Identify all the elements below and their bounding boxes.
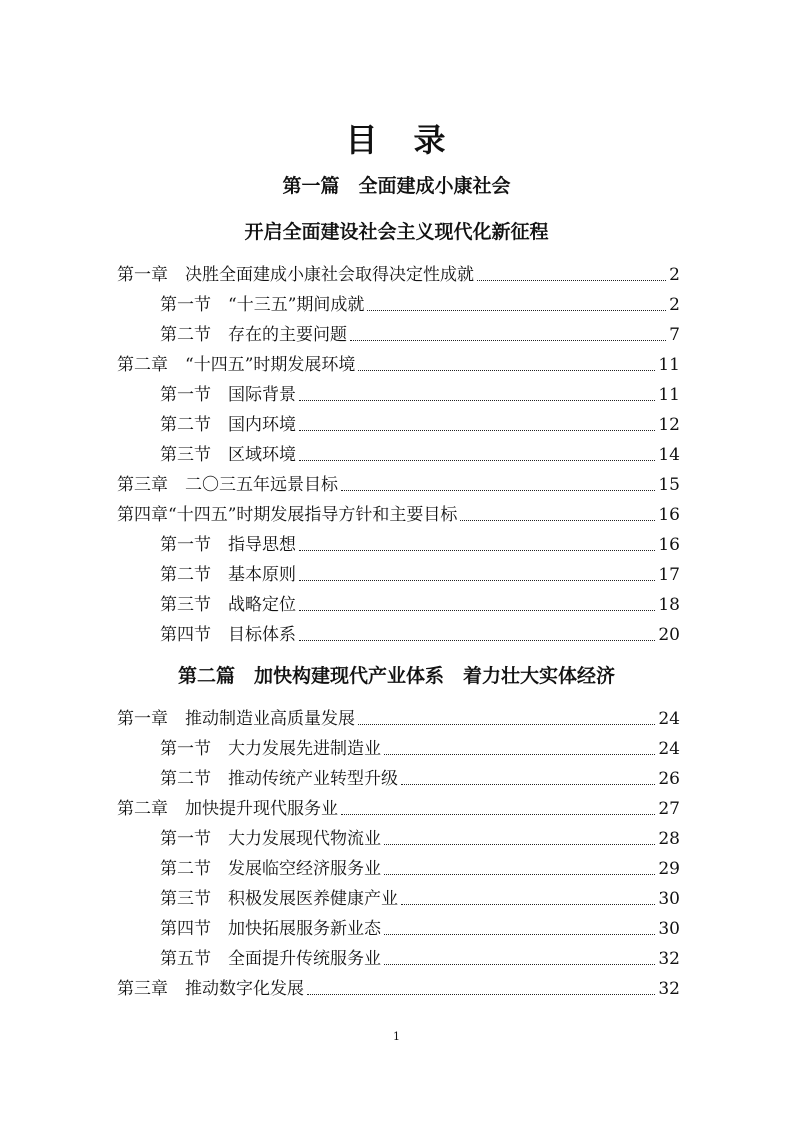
toc-entry-section[interactable]: [0, 910, 793, 940]
toc-entry-section[interactable]: [0, 286, 793, 316]
dot-leader: [299, 549, 655, 551]
toc-entry-chapter[interactable]: [0, 346, 793, 376]
toc-entry-page: 20: [658, 625, 680, 645]
toc-entry-page: 11: [658, 385, 680, 405]
toc-entry-label: 第三章 推动数字化发展: [117, 979, 304, 999]
toc-entry-page: 17: [658, 565, 680, 585]
dot-leader: [358, 723, 655, 725]
toc-entry-page: 30: [658, 919, 680, 939]
dot-leader: [341, 813, 655, 815]
dot-leader: [384, 753, 655, 755]
toc-entry-page: 16: [658, 535, 680, 555]
page-number: 1: [393, 1030, 400, 1043]
dot-leader: [350, 339, 666, 341]
toc-entry-label: 第一章 推动制造业高质量发展: [117, 709, 355, 729]
toc-entry-page: 32: [658, 979, 680, 999]
dot-leader: [299, 429, 655, 431]
toc-part1: [0, 256, 793, 646]
dot-leader: [401, 783, 655, 785]
toc-entry-section[interactable]: [0, 316, 793, 346]
toc-entry-label: 第一节 指导思想: [160, 535, 296, 555]
toc-entry-section[interactable]: [0, 616, 793, 646]
toc-entry-section[interactable]: [0, 940, 793, 970]
toc-entry-page: 29: [658, 859, 680, 879]
toc-entry-page: 16: [658, 505, 680, 525]
toc-entry-chapter[interactable]: [0, 256, 793, 286]
toc-entry-label: 第三节 积极发展医养健康产业: [160, 889, 398, 909]
toc-entry-label: 第一节 “十三五”期间成就: [160, 295, 365, 315]
toc-entry-label: 第三节 战略定位: [160, 595, 296, 615]
toc-entry-label: 第二节 发展临空经济服务业: [160, 859, 381, 879]
dot-leader: [477, 279, 666, 281]
toc-entry-label: 第二节 基本原则: [160, 565, 296, 585]
dot-leader: [341, 489, 655, 491]
toc-entry-page: 27: [658, 799, 680, 819]
toc-entry-section[interactable]: [0, 526, 793, 556]
toc-entry-label: 第二章 加快提升现代服务业: [117, 799, 338, 819]
page-title: 目 录: [345, 121, 448, 159]
part2-heading: 第二篇 加快构建现代产业体系 着力壮大实体经济: [177, 665, 615, 687]
toc-entry-label: 第一节 国际背景: [160, 385, 296, 405]
toc-entry-section[interactable]: [0, 880, 793, 910]
toc-entry-section[interactable]: [0, 850, 793, 880]
toc-entry-label: 第二节 存在的主要问题: [160, 325, 347, 345]
toc-entry-section[interactable]: [0, 730, 793, 760]
toc-entry-chapter[interactable]: [0, 496, 793, 526]
toc-entry-label: 第一节 大力发展现代物流业: [160, 829, 381, 849]
toc-entry-section[interactable]: [0, 556, 793, 586]
toc-entry-page: 18: [658, 595, 680, 615]
dot-leader: [367, 309, 666, 311]
toc-entry-page: 28: [658, 829, 680, 849]
toc-entry-page: 11: [658, 355, 680, 375]
toc-entry-page: 26: [658, 769, 680, 789]
toc-entry-section[interactable]: [0, 820, 793, 850]
toc-entry-chapter[interactable]: [0, 466, 793, 496]
toc-entry-section[interactable]: [0, 586, 793, 616]
toc-entry-page: 32: [658, 949, 680, 969]
dot-leader: [384, 843, 655, 845]
dot-leader: [358, 369, 655, 371]
toc-entry-page: 12: [658, 415, 680, 435]
toc-part2: [0, 700, 793, 1000]
toc-entry-section[interactable]: [0, 376, 793, 406]
toc-entry-page: 7: [669, 325, 680, 345]
dot-leader: [299, 639, 655, 641]
toc-entry-label: 第二节 推动传统产业转型升级: [160, 769, 398, 789]
dot-leader: [299, 609, 655, 611]
toc-entry-label: 第四节 目标体系: [160, 625, 296, 645]
toc-entry-section[interactable]: [0, 436, 793, 466]
toc-entry-label: 第一节 大力发展先进制造业: [160, 739, 381, 759]
toc-entry-label: 第三章 二〇三五年远景目标: [117, 475, 338, 495]
toc-entry-chapter[interactable]: [0, 700, 793, 730]
toc-entry-page: 2: [669, 265, 680, 285]
part1-heading-line2: 开启全面建设社会主义现代化新征程: [244, 221, 549, 243]
dot-leader: [384, 963, 655, 965]
toc-entry-chapter[interactable]: [0, 790, 793, 820]
dot-leader: [299, 399, 655, 401]
toc-entry-label: 第四章“十四五”时期发展指导方针和主要目标: [117, 505, 458, 525]
dot-leader: [299, 459, 655, 461]
toc-entry-page: 14: [658, 445, 680, 465]
dot-leader: [384, 873, 655, 875]
toc-entry-label: 第五节 全面提升传统服务业: [160, 949, 381, 969]
dot-leader: [299, 579, 655, 581]
toc-entry-label: 第三节 区域环境: [160, 445, 296, 465]
toc-entry-label: 第二节 国内环境: [160, 415, 296, 435]
toc-entry-section[interactable]: [0, 760, 793, 790]
dot-leader: [401, 903, 655, 905]
toc-entry-page: 15: [658, 475, 680, 495]
toc-entry-label: 第四节 加快拓展服务新业态: [160, 919, 381, 939]
toc-entry-chapter[interactable]: [0, 970, 793, 1000]
dot-leader: [307, 993, 655, 995]
toc-entry-section[interactable]: [0, 406, 793, 436]
toc-entry-page: 24: [658, 709, 680, 729]
dot-leader: [384, 933, 655, 935]
toc-entry-page: 24: [658, 739, 680, 759]
part1-heading-line1: 第一篇 全面建成小康社会: [282, 175, 511, 197]
toc-entry-page: 30: [658, 889, 680, 909]
toc-entry-page: 2: [669, 295, 680, 315]
toc-entry-label: 第一章 决胜全面建成小康社会取得决定性成就: [117, 265, 474, 285]
dot-leader: [460, 519, 655, 521]
toc-entry-label: 第二章 “十四五”时期发展环境: [117, 355, 356, 375]
